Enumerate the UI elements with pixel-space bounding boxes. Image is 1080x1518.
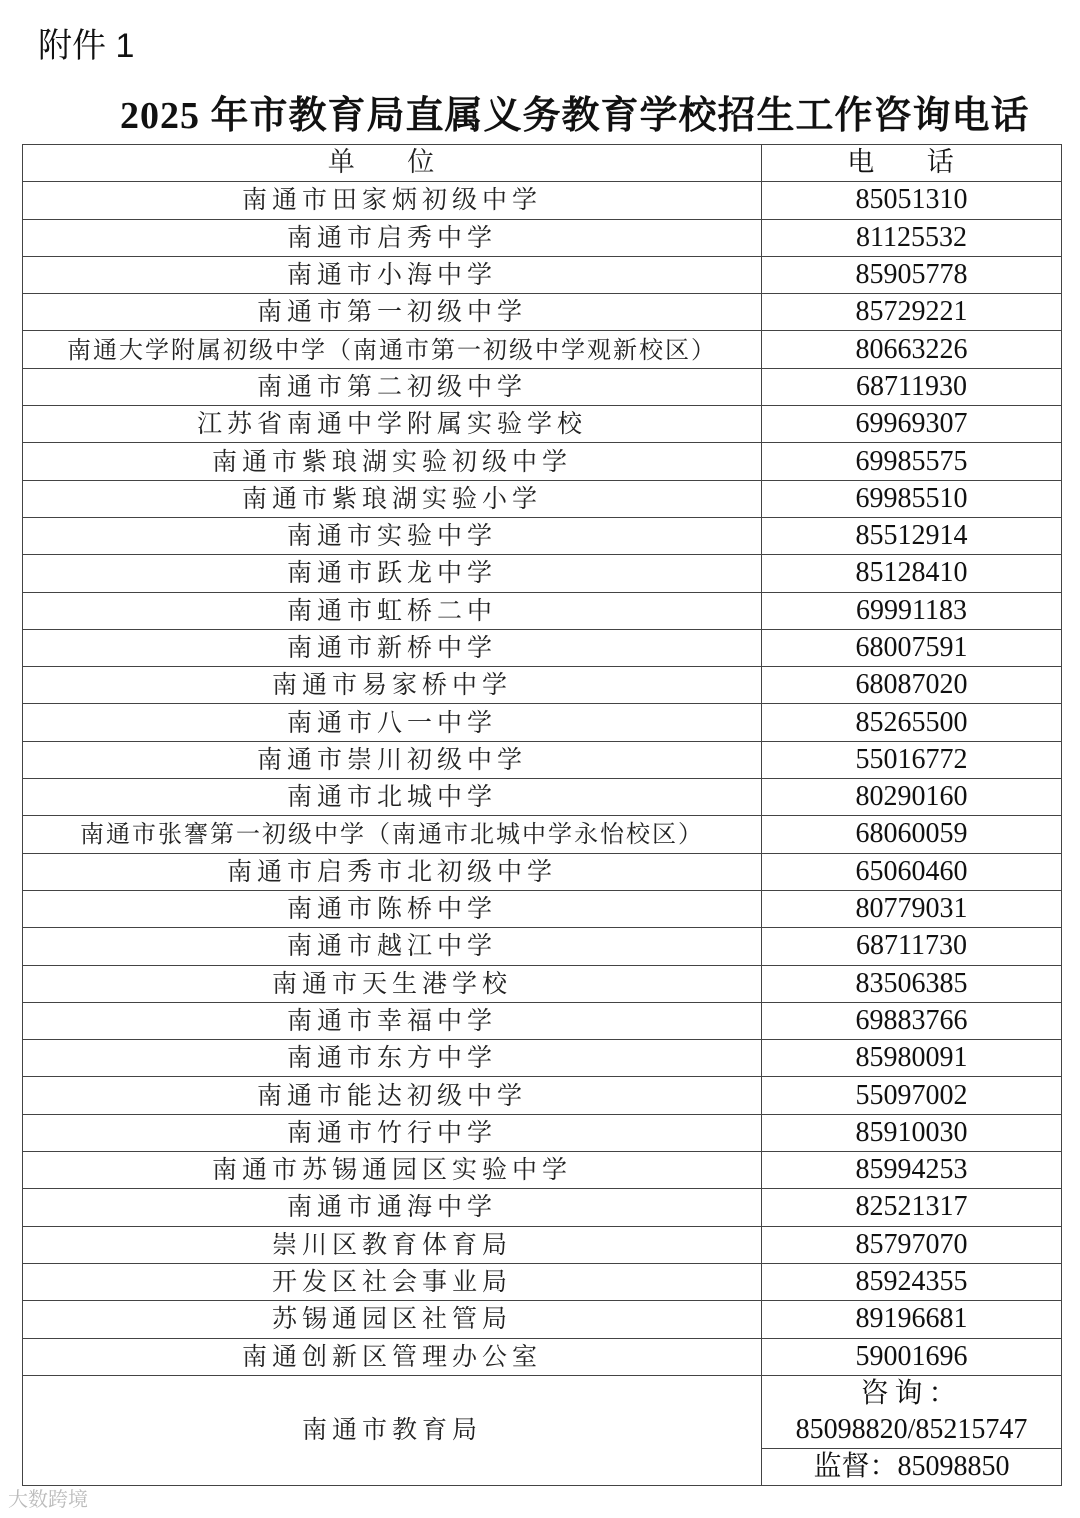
unit-name: 崇川区教育体育局 [23,1226,762,1263]
unit-name: 南通市小海中学 [23,256,762,293]
watermark: 大数跨境 [8,1487,88,1511]
phone-number: 68087020 [762,667,1062,704]
phone-number: 85265500 [762,704,1062,741]
table-row [23,1189,1062,1226]
table-row-last [23,1375,1062,1448]
table-row [23,816,1062,853]
unit-name: 南通市通海中学 [23,1189,762,1226]
contact-table [22,144,1062,1486]
table-row [23,1226,1062,1263]
table-row [23,1263,1062,1300]
unit-name: 南通市紫琅湖实验小学 [23,480,762,517]
table-header-row [23,145,1062,182]
table-row [23,629,1062,666]
unit-name: 南通市紫琅湖实验初级中学 [23,443,762,480]
phone-number: 68007591 [762,629,1062,666]
unit-name: 南通市田家炳初级中学 [23,182,762,219]
unit-name: 南通市竹行中学 [23,1114,762,1151]
unit-name: 南通市崇川初级中学 [23,741,762,778]
table-row [23,1338,1062,1375]
unit-name: 南通市启秀中学 [23,219,762,256]
unit-name: 南通市教育局 [23,1375,762,1485]
unit-name: 苏锡通园区社管局 [23,1301,762,1338]
table-row [23,480,1062,517]
table-row [23,1040,1062,1077]
table-row [23,219,1062,256]
table-row [23,965,1062,1002]
unit-name: 南通市能达初级中学 [23,1077,762,1114]
unit-name: 南通市八一中学 [23,704,762,741]
table-row [23,294,1062,331]
table-row [23,592,1062,629]
unit-name: 开发区社会事业局 [23,1263,762,1300]
phone-number: 85994253 [762,1152,1062,1189]
unit-name: 南通市第一初级中学 [23,294,762,331]
supervise-phone: 监督：85098850 [762,1448,1062,1485]
phone-number: 68711930 [762,368,1062,405]
phone-number: 65060460 [762,853,1062,890]
phone-number: 85924355 [762,1263,1062,1300]
unit-name: 南通市东方中学 [23,1040,762,1077]
table-row [23,853,1062,890]
attachment-label: 附件 1 [38,27,135,65]
table-row [23,890,1062,927]
table-row [23,368,1062,405]
unit-name: 南通市陈桥中学 [23,890,762,927]
table-row [23,406,1062,443]
phone-number: 85128410 [762,555,1062,592]
header-phone: 电 话 [762,145,1062,182]
phone-number: 85910030 [762,1114,1062,1151]
unit-name: 南通市张謇第一初级中学（南通市北城中学永怡校区） [23,816,762,853]
document-title: 2025 年市教育局直属义务教育学校招生工作咨询电话 [120,95,1030,137]
table-row [23,256,1062,293]
unit-name: 南通市实验中学 [23,517,762,554]
unit-name: 南通市幸福中学 [23,1002,762,1039]
unit-name: 南通大学附属初级中学（南通市第一初级中学观新校区） [23,331,762,368]
phone-number: 68060059 [762,816,1062,853]
table-row [23,667,1062,704]
table-row [23,1114,1062,1151]
unit-name: 南通市第二初级中学 [23,368,762,405]
table-row [23,182,1062,219]
unit-name: 南通市北城中学 [23,779,762,816]
phone-number: 85051310 [762,182,1062,219]
header-unit: 单 位 [23,145,762,182]
phone-number: 69969307 [762,406,1062,443]
table-row [23,928,1062,965]
phone-number: 69985575 [762,443,1062,480]
phone-number: 69985510 [762,480,1062,517]
phone-number: 85512914 [762,517,1062,554]
table-row [23,443,1062,480]
phone-number: 85980091 [762,1040,1062,1077]
table-row [23,517,1062,554]
table-row [23,1152,1062,1189]
table-row [23,741,1062,778]
phone-number: 55016772 [762,741,1062,778]
table-row [23,331,1062,368]
unit-name: 南通创新区管理办公室 [23,1338,762,1375]
unit-name: 南通市新桥中学 [23,629,762,666]
phone-number: 80290160 [762,779,1062,816]
phone-number: 55097002 [762,1077,1062,1114]
unit-name: 南通市易家桥中学 [23,667,762,704]
table-row [23,704,1062,741]
unit-name: 南通市跃龙中学 [23,555,762,592]
table-row [23,1002,1062,1039]
unit-name: 江苏省南通中学附属实验学校 [23,406,762,443]
phone-number: 85905778 [762,256,1062,293]
phone-number: 81125532 [762,219,1062,256]
phone-number: 68711730 [762,928,1062,965]
consult-label: 咨询： [860,1377,963,1409]
phone-number: 80779031 [762,890,1062,927]
unit-name: 南通市苏锡通园区实验中学 [23,1152,762,1189]
unit-name: 南通市启秀市北初级中学 [23,853,762,890]
phone-number: 82521317 [762,1189,1062,1226]
unit-name: 南通市天生港学校 [23,965,762,1002]
consult-phone [762,1375,1062,1448]
phone-number: 80663226 [762,331,1062,368]
table-row [23,1301,1062,1338]
unit-name: 南通市虹桥二中 [23,592,762,629]
phone-number: 89196681 [762,1301,1062,1338]
phone-number: 85797070 [762,1226,1062,1263]
table-row [23,779,1062,816]
phone-number: 85729221 [762,294,1062,331]
phone-number: 59001696 [762,1338,1062,1375]
phone-number: 69883766 [762,1002,1062,1039]
phone-number: 83506385 [762,965,1062,1002]
consult-numbers: 85098820/85215747 [795,1413,1028,1445]
table-row [23,555,1062,592]
unit-name: 南通市越江中学 [23,928,762,965]
phone-number: 69991183 [762,592,1062,629]
table-row [23,1077,1062,1114]
